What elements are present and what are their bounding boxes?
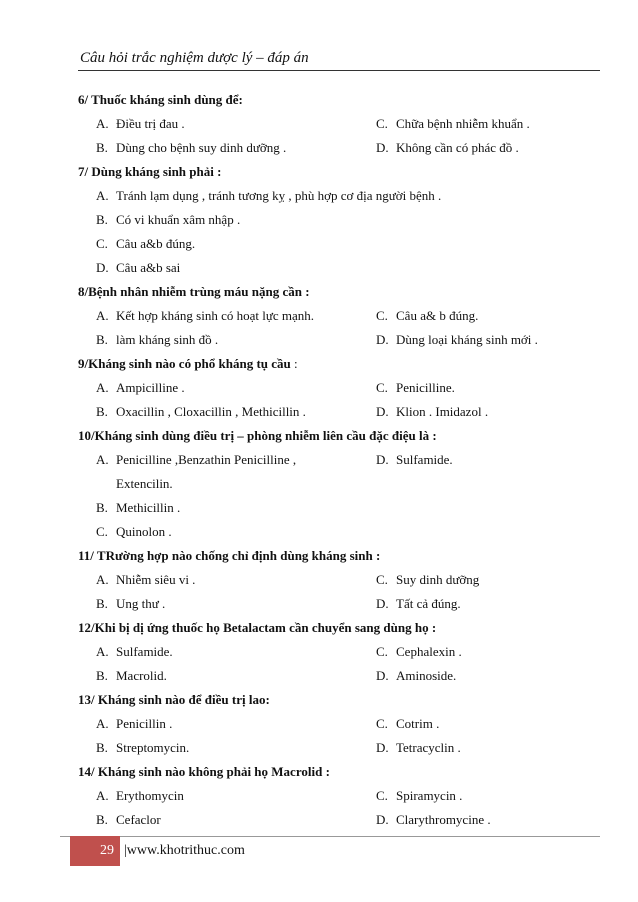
question-title: 12/Khi bị dị ứng thuốc họ Betalactam cần chuyển sang dùng họ : xyxy=(78,620,437,635)
option-row xyxy=(78,402,608,426)
option-c: C. Suy dinh dưỡng xyxy=(376,572,480,587)
option-a: A. Điều trị đau . xyxy=(96,116,185,131)
option-d: D. Aminoside. xyxy=(376,668,457,683)
option-b: B. Cefaclor xyxy=(96,812,161,827)
option-b: B. Macrolid. xyxy=(96,668,167,683)
option-row xyxy=(78,306,608,330)
option-d: D. Không cần có phác đồ . xyxy=(376,140,519,155)
option-a: A. Nhiễm siêu vi . xyxy=(96,572,196,587)
option-b: B. Methicillin . xyxy=(96,500,181,515)
option-c: C. Spiramycin . xyxy=(376,788,463,803)
option-a: A. Penicillin . xyxy=(96,716,173,731)
question-list xyxy=(78,90,608,834)
option-c: C. Chữa bệnh nhiễm khuẩn . xyxy=(376,116,530,131)
question-title: 10/Kháng sinh dùng điều trị – phòng nhiễm liên cầu đặc điệu là : xyxy=(78,428,437,443)
option-row xyxy=(78,666,608,690)
option-row xyxy=(78,738,608,762)
option-a: A. Kết hợp kháng sinh có hoạt lực mạnh. xyxy=(96,308,315,323)
option-b: B. Dùng cho bệnh suy dinh dưỡng . xyxy=(96,140,287,155)
option-a: A. Penicilline ,Benzathin Penicilline , xyxy=(96,452,297,467)
option-c: C. Cotrim . xyxy=(376,716,440,731)
option-b: B. Có vi khuẩn xâm nhập . xyxy=(96,212,241,227)
option-row xyxy=(78,330,608,354)
option-a-continuation: Extencilin. xyxy=(116,476,173,491)
option-row xyxy=(78,786,608,810)
option-c: C. Câu a& b đúng. xyxy=(376,308,479,323)
option-a: A. Sulfamide. xyxy=(96,644,173,659)
footer-website: |www.khotrithuc.com xyxy=(124,843,245,858)
option-a: A. Tránh lạm dụng , tránh tương kỵ , phù hợp cơ địa người bệnh . xyxy=(96,188,442,203)
option-row xyxy=(78,714,608,738)
option-b: B. Ung thư . xyxy=(96,596,166,611)
option-a: A. Erythomycin xyxy=(96,788,184,803)
option-c: C. Penicilline. xyxy=(376,380,455,395)
option-row xyxy=(78,450,608,474)
header-divider xyxy=(78,70,600,71)
option-d: D. Tetracyclin . xyxy=(376,740,461,755)
option-row xyxy=(78,642,608,666)
option-row xyxy=(78,234,608,258)
option-row xyxy=(78,138,608,162)
question-title: 7/ Dùng kháng sinh phải : xyxy=(78,164,222,179)
option-b: B. làm kháng sinh đồ . xyxy=(96,332,219,347)
option-d: D. Câu a&b sai xyxy=(96,260,181,275)
option-row xyxy=(78,114,608,138)
option-d: D. Klion . Imidazol . xyxy=(376,404,489,419)
option-row xyxy=(78,498,608,522)
option-row xyxy=(78,810,608,834)
option-c: C. Cephalexin . xyxy=(376,644,462,659)
option-d: D. Tất cả đúng. xyxy=(376,596,461,611)
question-title: 11/ TRường hợp nào chống chỉ định dùng kháng sinh : xyxy=(78,548,381,563)
option-row xyxy=(78,186,608,210)
option-row xyxy=(78,258,608,282)
question-title: 13/ Kháng sinh nào để điều trị lao: xyxy=(78,692,270,707)
option-a: A. Ampicilline . xyxy=(96,380,185,395)
option-c: C. Câu a&b đúng. xyxy=(96,236,196,251)
question-title: 9/Kháng sinh nào có phổ kháng tụ cầu : xyxy=(78,356,298,371)
option-c: C. Quinolon . xyxy=(96,524,172,539)
question-title: 8/Bệnh nhân nhiễm trùng máu nặng cần : xyxy=(78,284,310,299)
option-row xyxy=(78,570,608,594)
option-row xyxy=(78,210,608,234)
option-row xyxy=(78,522,608,546)
question-title: 14/ Kháng sinh nào không phải họ Macrolid : xyxy=(78,764,330,779)
option-d: D. Dùng loại kháng sinh mới . xyxy=(376,332,538,347)
page-header-title: Câu hỏi trắc nghiệm dược lý – đáp án xyxy=(80,50,309,66)
question-title: 6/ Thuốc kháng sinh dùng để: xyxy=(78,92,243,107)
option-b: B. Oxacillin , Cloxacillin , Methicillin . xyxy=(96,404,306,419)
option-b: B. Streptomycin. xyxy=(96,740,190,755)
option-d: D. Clarythromycine . xyxy=(376,812,491,827)
option-d: D. Sulfamide. xyxy=(376,452,453,467)
option-row xyxy=(78,594,608,618)
option-row xyxy=(78,378,608,402)
page-number-badge: 29 xyxy=(70,836,120,866)
